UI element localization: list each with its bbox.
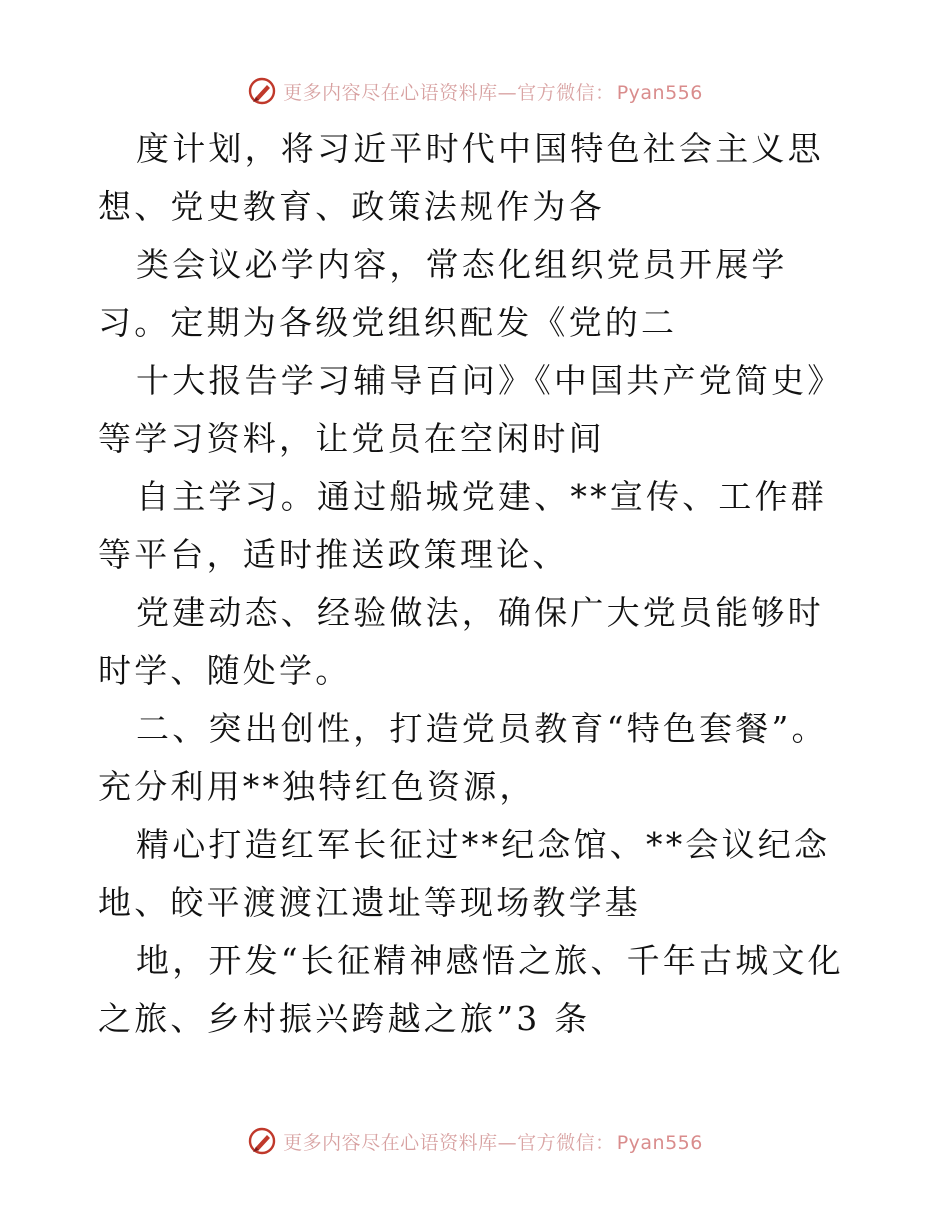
- watermark-text: [283, 1128, 703, 1155]
- watermark-wechat-id: Pyan556: [616, 1131, 703, 1154]
- watermark-brand: 更多内容尽在心语资料库: [283, 81, 498, 104]
- paragraph-line: 十大报告学习辅导百问》《中国共产党简史》等: [98, 361, 844, 458]
- paragraph: [98, 468, 858, 584]
- pen-logo-icon: [247, 76, 277, 106]
- paragraph: [98, 120, 858, 236]
- paragraph-line: 地，开发“长征精神感悟之旅、千年古城文化之: [98, 941, 844, 1038]
- document-body: [98, 120, 858, 1048]
- paragraph: [98, 584, 858, 700]
- paragraph-line: 学、随处学。: [134, 651, 352, 690]
- header-watermark: [0, 74, 950, 108]
- paragraph-line: 学习资料，让党员在空闲时间: [134, 419, 605, 458]
- watermark-official: 官方微信：: [517, 81, 615, 104]
- watermark-dash: —: [497, 81, 518, 104]
- paragraph: [98, 700, 858, 816]
- watermark-dash: —: [497, 1131, 518, 1154]
- paragraph-line: 自主学习。通过船城党建、**宣传、工作群等平: [98, 477, 827, 574]
- watermark-wechat-id: Pyan556: [616, 81, 703, 104]
- paragraph-line: 旅、乡村振兴跨越之旅”3 条: [134, 999, 591, 1038]
- paragraph-line: 精心打造红军长征过**纪念馆、**会议纪念地、: [98, 825, 831, 922]
- watermark-text: [283, 78, 703, 105]
- paragraph-line: 党史教育、政策法规作为各: [170, 187, 605, 226]
- watermark-brand: 更多内容尽在心语资料库: [283, 1131, 498, 1154]
- paragraph-line: 二、突出创性，打造党员教育“特色套餐”。充: [98, 709, 828, 806]
- paragraph: [98, 816, 858, 932]
- paragraph: [98, 352, 858, 468]
- footer-watermark: [0, 1124, 950, 1158]
- watermark-official: 官方微信：: [517, 1131, 615, 1154]
- paragraph-line: 分利用**独特红色资源，: [134, 767, 536, 806]
- paragraph-line: 期为各级党组织配发《党的二: [206, 303, 678, 342]
- paragraph-line: 台，适时推送政策理论、: [170, 535, 569, 574]
- paragraph: [98, 236, 858, 352]
- paragraph-line: 类会议必学内容，常态化组织党员开展学习。定: [98, 245, 788, 342]
- paragraph-line: 党建动态、经验做法，确保广大党员能够时时: [98, 593, 824, 690]
- paragraph-line: 度计划，将习近平时代中国特色社会主义思想、: [98, 129, 824, 226]
- pen-logo-icon: [247, 1126, 277, 1156]
- paragraph-line: 皎平渡渡江遗址等现场教学基: [170, 883, 642, 922]
- paragraph: [98, 932, 858, 1048]
